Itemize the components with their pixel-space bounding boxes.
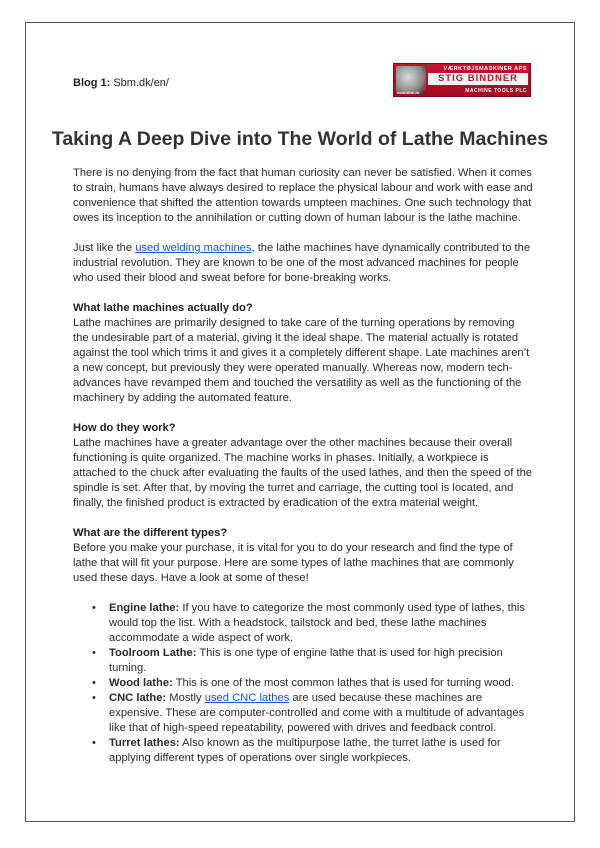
used-cnc-lathes-link[interactable]: used CNC lathes [204,692,290,704]
list-item-cnc-lathe [73,691,533,736]
list-item-term: Wood lathe: [109,677,173,689]
list-item-term: Toolroom Lathe: [109,647,197,659]
logo-top-text: VÆRKTØJSMASKINER APS [443,66,527,72]
bullet-icon: • [92,647,96,659]
section-heading-what-do: What lathe machines actually do? [73,302,253,314]
bullet-icon: • [92,692,96,704]
list-item-term: CNC lathe: [109,692,167,704]
document-header [73,63,531,101]
section-heading-types: What are the different types? [73,527,228,539]
blog-label: Blog 1: [73,77,111,89]
bullet-icon: • [92,602,96,614]
section-body-what-do: Lathe machines are primarily designed to take care of the turning operations by removing the undesirable part of a material, giving it the ideal shape. The material actually is rotated against the tool which trims it and gives it a completely different shape. Late machines aren’t a new concept, but previously they were operated manually. Whereas now, modern tech-advances have revamped them and touched the versatility as well as the functioning of the machinery by adding the automated feature. [73,317,530,404]
section-body-types: Before you make your purchase, it is vital for you to do your research and find the type of lathe that will fit your purpose. Here are some types of lathe machines that are commonly used these days. Have a look at some of these! [73,542,514,584]
intro-paragraph: There is no denying from the fact that human curiosity can never be satisfied. When it comes to strain, humans have always desired to replace the physical labour and work with ease and convenience that shifted the attention towards umpteen machines. One such technology that owes its inception to the annihilation or cutting down of human labour is the lathe machine. [73,167,533,224]
logo-company-name: STIG BINDNER [428,73,528,85]
document-body [73,166,533,766]
list-item-text: This is one of the most common lathes that is used for turning wood. [172,677,514,689]
welding-paragraph-before: Just like the [73,242,136,254]
bullet-icon: • [92,677,96,689]
blog-reference [73,77,169,89]
list-item-text: If you have to categorize the most commonly used type of lathes, this would top the list. With a headstock, tailstock and bed, these lathe machines accommodate a wide aspect of work. [109,602,525,644]
list-item-term: Engine lathe: [109,602,180,614]
used-welding-machines-link[interactable]: used welding machines [135,242,252,254]
welding-paragraph-after: , the lathe machines have dynamically contributed to the industrial revolution. They are known to be one of the most advanced machines for people who used their blood and sweat before for bone-breaking works. [73,242,531,284]
list-item-wood-lathe [73,676,533,691]
bullet-icon: • [92,737,96,749]
list-item-turret-lathe [73,736,533,766]
section-body-how-work: Lathe machines have a greater advantage over the other machines because their overall functioning is quite organized. The machine works in phases. Initially, a workpiece is attached to the chuck after evaluating the faults of the used lathes, and then the speed of the spindle is set. After that, by moving the turret and carriage, the cutting tool is located, and finally, the finished product is extracted by eradication of the extra material weight. [73,437,533,509]
list-item-text: This is one type of engine lathe that is used for high precision turning. [109,647,503,674]
company-logo [393,63,531,97]
document-title: Taking A Deep Dive into The World of Lathe Machines [51,128,549,150]
logo-url: www.sbm.dk [397,90,420,95]
list-item-text: Also known as the multipurpose lathe, the turret lathe is used for applying different types of operations over single workpieces. [109,737,501,764]
blog-url: Sbm.dk/en/ [113,77,169,89]
list-item-term: Turret lathes: [109,737,180,749]
section-heading-how-work: How do they work? [73,422,176,434]
lathe-types-list [73,601,533,766]
list-item-toolroom-lathe [73,646,533,676]
list-item-text: are used because these machines are expensive. These are computer-controlled and come with a multitude of advantages like that of high-speed repeatability, powered with drives and feedback control. [109,692,525,734]
list-item-pre: Mostly [166,692,205,704]
list-item-engine-lathe [73,601,533,646]
logo-bottom-text: MACHINE TOOLS PLC [465,88,527,94]
welding-paragraph [73,241,533,286]
